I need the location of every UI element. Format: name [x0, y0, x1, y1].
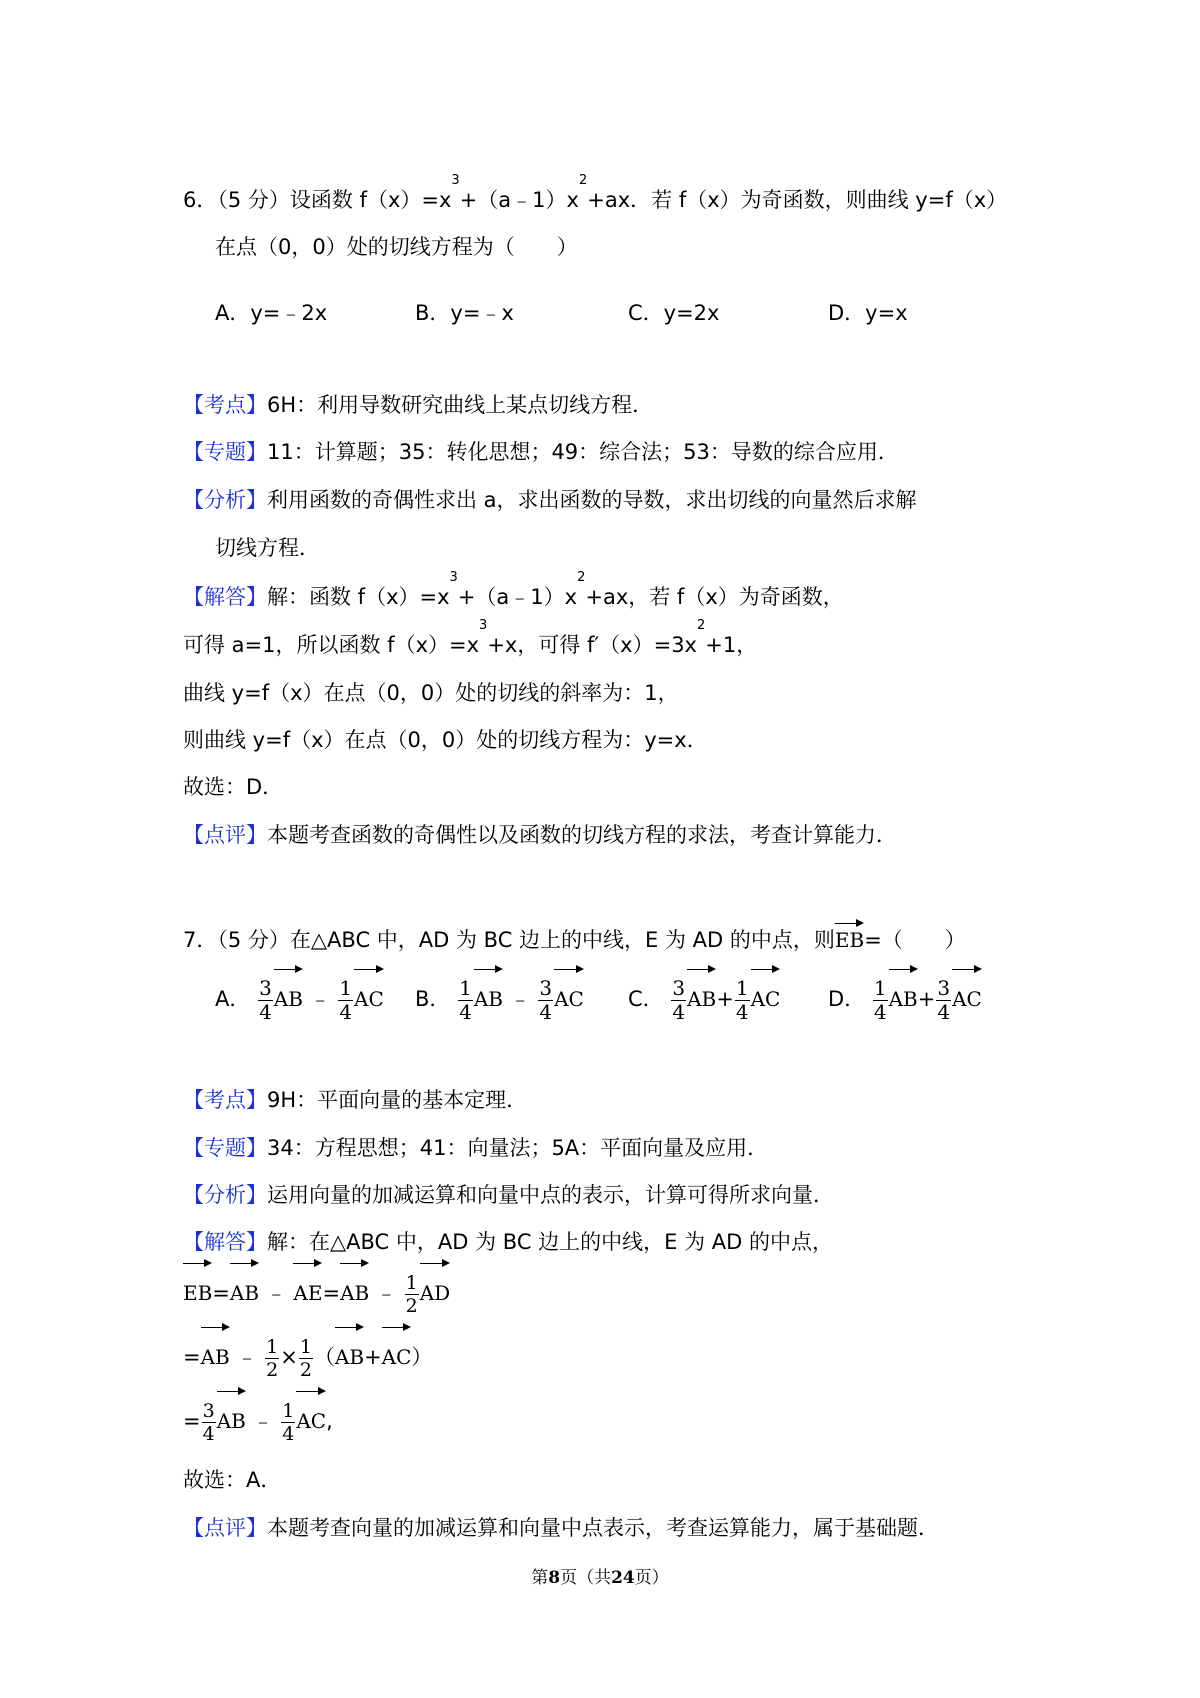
- q6-solution-line2: 可得 a=1，所以函数 $f(x)=x^3+x$，可得 $f'(x)=3x^2+1$，: [183, 618, 758, 657]
- vector-ad: AD: [420, 1262, 450, 1321]
- q6-exponent: 2: [578, 173, 588, 188]
- jieda-label: 【解答】: [183, 585, 267, 609]
- q7-derivation-line2: =AB ﹣ $\frac{1}{2}$ × $\frac{1}{2}$ （AB+AC）: [183, 1326, 432, 1382]
- vector-eb: EB: [183, 1262, 212, 1321]
- q6-answer: 故选：D．: [183, 775, 284, 799]
- fraction: $\frac{1}{2}$: [299, 1335, 312, 1381]
- q7-answer: 故选：A．: [183, 1468, 282, 1492]
- q7-option-d[interactable]: D． $\frac{1}{4}$ AB+ $\frac{3}{4}$ AC: [828, 968, 982, 1024]
- zhuanti-label: 【专题】: [183, 440, 267, 464]
- q6-jieda: 【解答】解：函数 $f(x)=x^3+(a﹣1)x^2+ax$，若 f（x）为奇函数，: [183, 570, 844, 609]
- page-number: 8: [548, 1568, 561, 1588]
- q6-kaodian: 【考点】6H：利用导数研究曲线上某点切线方程．: [183, 393, 654, 417]
- vector-ab: AB: [230, 1262, 259, 1321]
- q7-fenxi: 【分析】运用向量的加减运算和向量中点的表示，计算可得所求向量．: [183, 1183, 834, 1207]
- q7-derivation-line3: = $\frac{3}{4}$ AB ﹣ $\frac{1}{4}$ AC,: [183, 1390, 333, 1446]
- vector-ab: AB: [687, 968, 716, 1027]
- fraction: $\frac{1}{4}$: [459, 975, 472, 1024]
- vector-ab: AB: [217, 1390, 246, 1449]
- vector-ab: AB: [474, 968, 503, 1027]
- q7-option-b[interactable]: B． $\frac{1}{4}$ AB ﹣ $\frac{3}{4}$ AC: [415, 968, 584, 1024]
- fraction: $\frac{3}{4}$: [937, 975, 951, 1024]
- fenxi-label: 【分析】: [183, 1183, 267, 1207]
- fraction: $\frac{1}{4}$: [873, 975, 887, 1024]
- dianping-label: 【点评】: [183, 1516, 267, 1540]
- q7-option-a[interactable]: A． $\frac{3}{4}$ AB ﹣ $\frac{1}{4}$ AC: [215, 968, 384, 1024]
- fraction: $\frac{1}{4}$: [735, 975, 749, 1024]
- q6-exponent: 3: [451, 173, 460, 188]
- vector-eb: EB: [835, 922, 864, 955]
- q7-kaodian: 【考点】9H：平面向量的基本定理．: [183, 1088, 528, 1112]
- fenxi-label: 【分析】: [183, 488, 267, 512]
- q6-option-a[interactable]: A．y=﹣2x: [215, 301, 328, 325]
- page-footer: 第8页（共24页）: [531, 1568, 669, 1588]
- vector-ac: AC: [354, 968, 384, 1027]
- q6-zhuanti: 【专题】11：计算题；35：转化思想；49：综合法；53：导数的综合应用．: [183, 440, 899, 464]
- q7-derivation-line1: EB=AB ﹣ AE=AB ﹣ $\frac{1}{2}$ AD: [183, 1262, 450, 1318]
- q6-option-c[interactable]: C．y=2x: [628, 301, 720, 325]
- q7-dianping: 【点评】本题考查向量的加减运算和向量中点表示，考查运算能力，属于基础题．: [183, 1516, 939, 1540]
- vector-ac: AC: [751, 968, 781, 1027]
- fraction: $\frac{1}{2}$: [266, 1335, 279, 1381]
- vector-ab: AB: [201, 1326, 230, 1385]
- vector-ac: AC: [554, 968, 584, 1027]
- q7-jieda: 【解答】解：在△ABC 中，AD 为 BC 边上的中线，E 为 AD 的中点，: [183, 1230, 833, 1254]
- fraction: $\frac{1}{4}$: [339, 975, 353, 1024]
- q6-stem-line1: 6．（5 分）设函数 $f(x)=x^3+(a﹣1)x^2+ax$．若 f（x）为奇函数，则曲线 y=f（x）: [183, 173, 1008, 212]
- q6-fenxi-line1: 【分析】利用函数的奇偶性求出 a，求出函数的导数，求出切线的向量然后求解: [183, 488, 917, 512]
- q6-stem-line2: 在点（0，0）处的切线方程为（ ）: [215, 235, 578, 259]
- vector-ab: AB: [274, 968, 303, 1027]
- jieda-label: 【解答】: [183, 1230, 267, 1254]
- fraction: $\frac{3}{4}$: [539, 975, 553, 1024]
- page-total: 24: [611, 1568, 635, 1588]
- fraction: $\frac{1}{4}$: [282, 1399, 295, 1445]
- fraction: $\frac{3}{4}$: [672, 975, 686, 1024]
- vector-ab: AB: [335, 1326, 364, 1385]
- q6-solution-line3: 曲线 y=f（x）在点（0，0）处的切线的斜率为：1，: [183, 681, 679, 705]
- vector-ac: AC: [296, 1390, 326, 1449]
- vector-ab: AB: [889, 968, 918, 1027]
- q6-solution-line4: 则曲线 y=f（x）在点（0，0）处的切线方程为：y=x．: [183, 728, 708, 752]
- q6-dianping: 【点评】本题考查函数的奇偶性以及函数的切线方程的求法，考查计算能力．: [183, 823, 897, 847]
- vector-ac: AC: [382, 1326, 412, 1385]
- fraction: $\frac{1}{2}$: [405, 1271, 418, 1317]
- vector-ac: AC: [952, 968, 982, 1027]
- q7-option-c[interactable]: C． $\frac{3}{4}$ AB+ $\frac{1}{4}$ AC: [628, 968, 780, 1024]
- fraction: $\frac{3}{4}$: [202, 1399, 215, 1445]
- q7-stem: 7．（5 分）在△ABC 中，AD 为 BC 边上的中线，E 为 AD 的中点，则EB=（ ）: [183, 922, 966, 952]
- kaodian-label: 【考点】: [183, 393, 267, 417]
- dianping-label: 【点评】: [183, 823, 267, 847]
- q6-option-d[interactable]: D．y=x: [828, 301, 908, 325]
- q7-zhuanti: 【专题】34：方程思想；41：向量法；5A：平面向量及应用．: [183, 1136, 769, 1160]
- fraction: $\frac{3}{4}$: [259, 975, 272, 1024]
- vector-ae: AE: [293, 1262, 322, 1321]
- q6-fenxi-line2: 切线方程．: [215, 536, 320, 560]
- vector-ab: AB: [340, 1262, 369, 1321]
- zhuanti-label: 【专题】: [183, 1136, 267, 1160]
- q6-option-b[interactable]: B．y=﹣x: [415, 301, 514, 325]
- kaodian-label: 【考点】: [183, 1088, 267, 1112]
